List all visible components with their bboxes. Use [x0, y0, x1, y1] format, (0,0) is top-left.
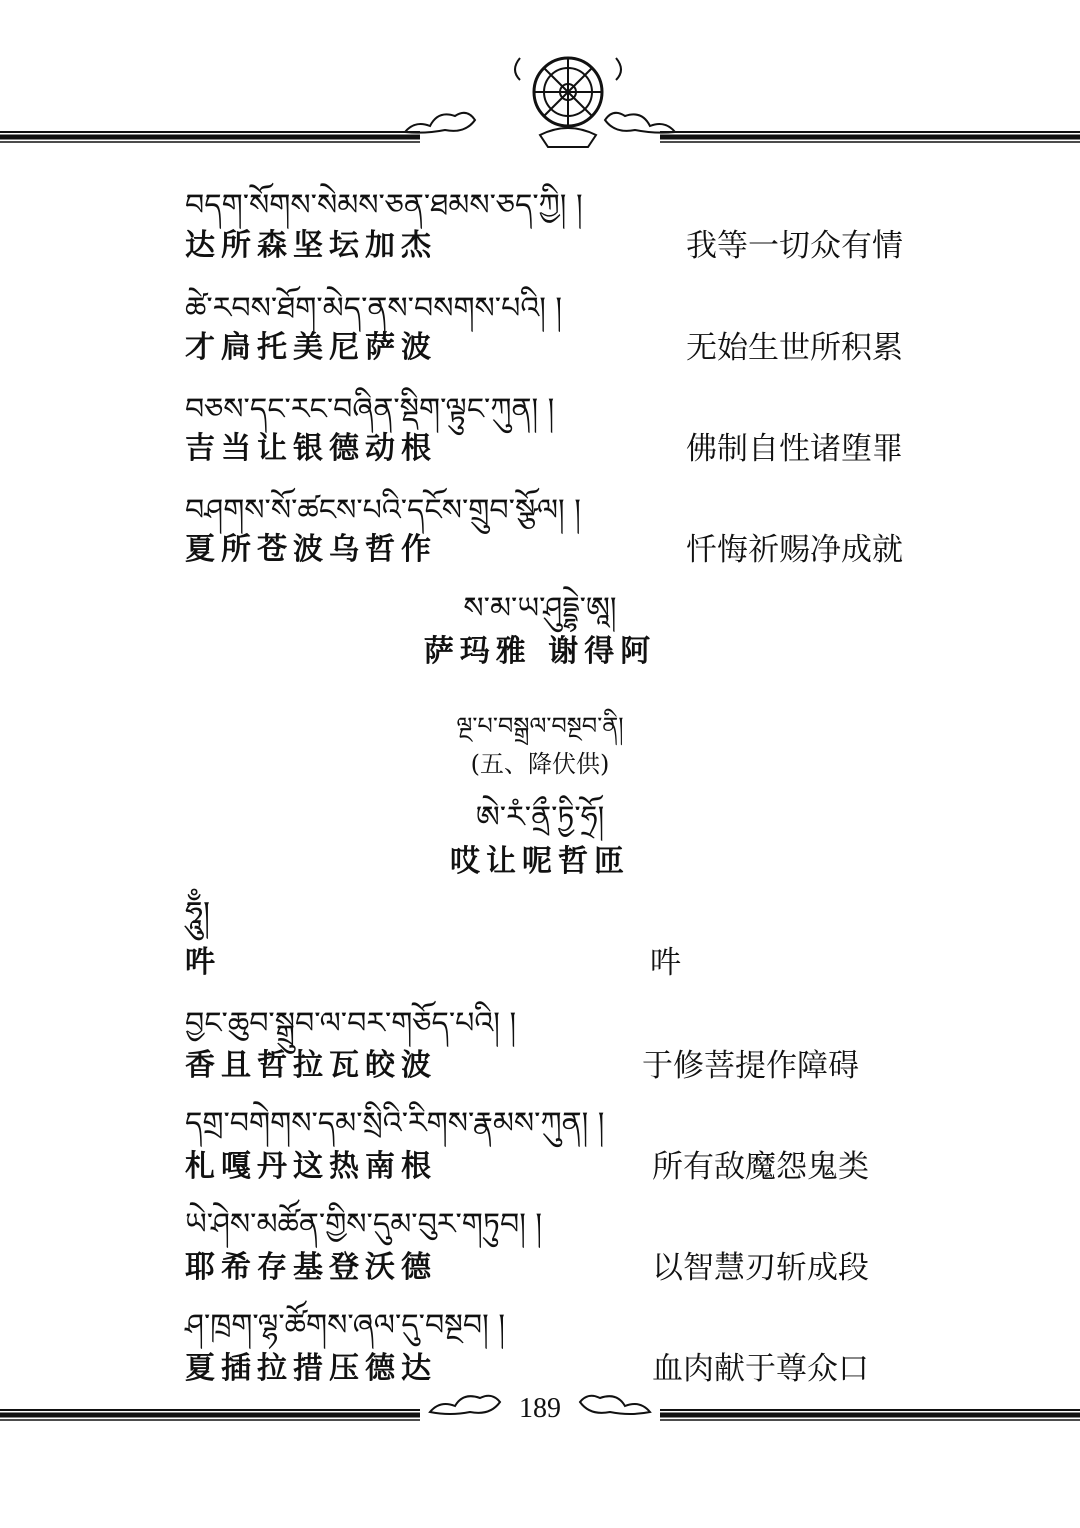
page-number: 189 — [519, 1393, 561, 1424]
chinese-line: 佛制自性诸堕罪 — [686, 431, 903, 467]
pinyin-line: 夏插拉措压德达 — [185, 1351, 437, 1386]
pinyin-line: 达所森坚坛加杰 — [185, 228, 437, 263]
hum-tibetan: ཧཱུྃ། — [185, 894, 211, 932]
pinyin-line: 耶希存基登沃德 — [185, 1250, 437, 1285]
tibetan-line: བྱང་ཆུབ་སྒྲུབ་ལ་བར་གཅོད་པའི། ། — [185, 1006, 517, 1041]
section-heading-tibetan: ལྔ་པ་བསྒྲལ་བསྔབ་ནི། — [456, 712, 624, 740]
pinyin-line: 才扃托美尼萨波 — [185, 330, 437, 365]
pinyin-line: 札嘎丹这热南根 — [185, 1149, 437, 1184]
tibetan-line: ཡེ་ཤེས་མཚོན་གྱིས་དུམ་བུར་གཏུབ། ། — [185, 1207, 543, 1242]
mantra-pinyin: 萨玛雅 谢得阿 — [423, 634, 657, 669]
section-heading: (五、降伏供) — [470, 750, 610, 778]
heading-mantra-pinyin: 哎让呢哲匝 — [450, 844, 630, 879]
pinyin-line: 香且哲拉瓦皎波 — [185, 1048, 437, 1083]
hum-pinyin: 吽 — [185, 945, 221, 980]
hum-chinese: 吽 — [650, 945, 681, 981]
tibetan-line: དགྲ་བགེགས་དམ་སྲིའི་རིགས་རྣམས་ཀུན། ། — [185, 1106, 605, 1141]
tibetan-line: བཅས་དང་རང་བཞིན་སྡིག་ལྟུང་ཀུན། ། — [185, 392, 555, 427]
chinese-line: 忏悔祈赐净成就 — [686, 532, 903, 568]
mantra-tibetan: ས་མ་ཡ་ཤུདྡྷེ་ཨཱ། — [463, 591, 617, 626]
pinyin-line: 吉当让银德动根 — [185, 431, 437, 466]
chinese-line: 我等一切众有情 — [686, 228, 903, 264]
chinese-line: 以智慧刃斩成段 — [652, 1250, 869, 1286]
chinese-line: 血肉献于尊众口 — [652, 1351, 869, 1387]
heading-mantra-tibetan: ཨེ་རཾ་ནྲྀ་ཏྱི་ཧྲོ། — [475, 800, 605, 835]
chinese-line: 无始生世所积累 — [686, 330, 903, 366]
chinese-line: 所有敌魔怨鬼类 — [652, 1149, 869, 1185]
pinyin-line: 夏所苍波乌哲作 — [185, 532, 437, 567]
tibetan-line: བཤགས་སོ་ཚངས་པའི་དངོས་གྲུབ་སྩོལ། ། — [185, 493, 581, 528]
tibetan-line: བདག་སོགས་སེམས་ཅན་ཐམས་ཅད་ཀྱི། ། — [185, 188, 583, 223]
tibetan-line: ཚེ་རབས་ཐོག་མེད་ནས་བསགས་པའི། ། — [185, 291, 563, 326]
tibetan-line: ཤ་ཁྲག་ལྷ་ཚོགས་ཞལ་དུ་བསྔབ། ། — [185, 1308, 506, 1343]
chinese-line: 于修菩提作障碍 — [642, 1048, 859, 1084]
